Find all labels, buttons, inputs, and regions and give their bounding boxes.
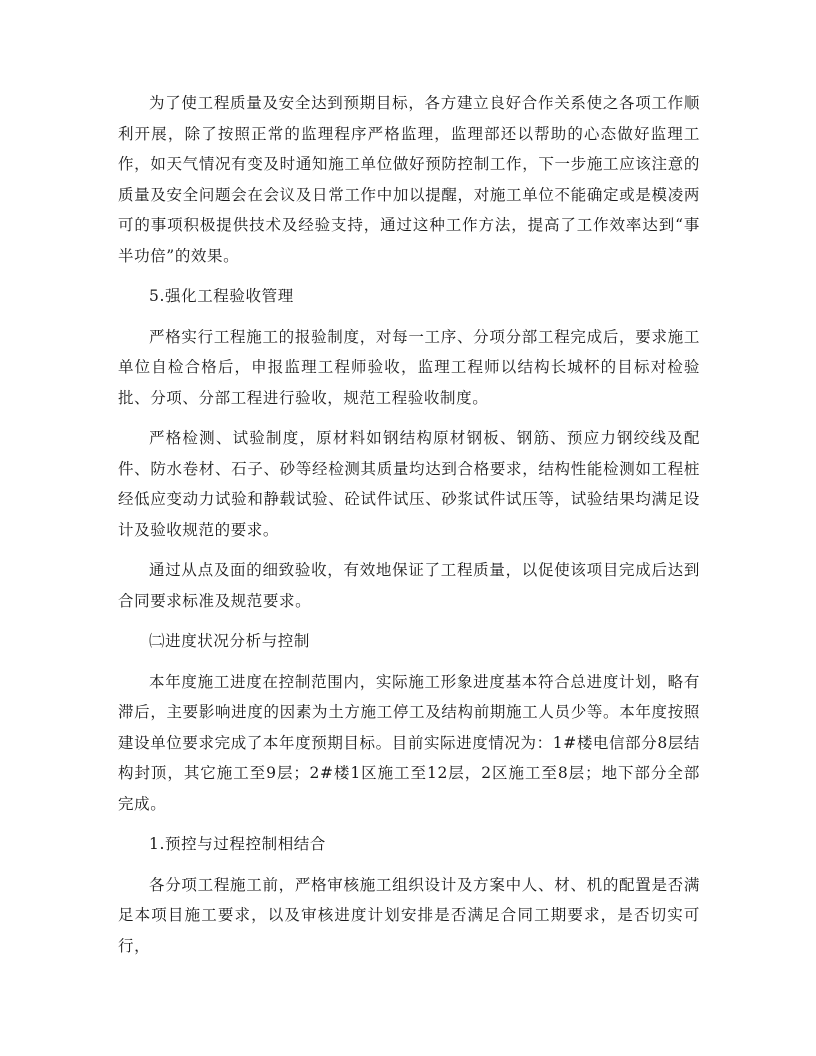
paragraph-supervision-approach: 为了使工程质量及安全达到预期目标，各方建立良好合作关系使之各项工作顺利开展，除了按照正常的监理程序严格监理，监理部还以帮助的心态做好监理工作，如天气情况有变及时通知施工单位做好预防控制工作，下一步施工应该注意的质量及安全问题会在会议及日常工作中加以提醒，对施工单位不能确定或是模凌两可的事项积极提供技术及经验支持，通过这种工作方法，提高了工作效率达到“事半功倍”的效果。	[118, 94, 700, 265]
paragraph-progress-status: 本年度施工进度在控制范围内，实际施工形象进度基本符合总进度计划，略有滞后，主要影响进度的因素为土方施工停工及结构前期施工人员少等。本年度按照建设单位要求完成了本年度预期目标。目前实际进度情况为：1#楼电信部分8层结构封顶，其它施工至9层；2#楼1区施工至12层，2区施工至8层；地下部分全部完成。	[118, 672, 700, 813]
paragraph-pre-construction-review: 各分项工程施工前，严格审核施工组织设计及方案中人、材、机的配置是否满足本项目施工要求，以及审核进度计划安排是否满足合同工期要求，是否切实可行，	[118, 875, 700, 955]
document-page	[118, 88, 700, 971]
paragraph-testing-system: 严格检测、试验制度，原材料如钢结构原材钢板、钢筋、预应力钢绞线及配件、防水卷材、石子、砂等经检测其质量均达到合格要求，结构性能检测如工程桩经低应变动力试验和静载试验、砼试件试压、砂浆试件试压等，试验结果均满足设计及验收规范的要求。	[118, 429, 700, 539]
paragraph-inspection-system: 严格实行工程施工的报验制度，对每一工序、分项分部工程完成后，要求施工单位自检合格后，申报监理工程师验收，监理工程师以结构长城杯的目标对检验批、分项、分部工程进行验收，规范工程验收制度。	[118, 327, 700, 407]
heading-acceptance-management: 5.强化工程验收管理	[149, 287, 294, 305]
heading-progress-control: ㈡进度状况分析与控制	[149, 632, 311, 650]
heading-pre-control: 1.预控与过程控制相结合	[149, 835, 326, 853]
paragraph-quality-assurance: 通过从点及面的细致验收，有效地保证了工程质量，以促使该项目完成后达到合同要求标准及规范要求。	[118, 561, 700, 610]
